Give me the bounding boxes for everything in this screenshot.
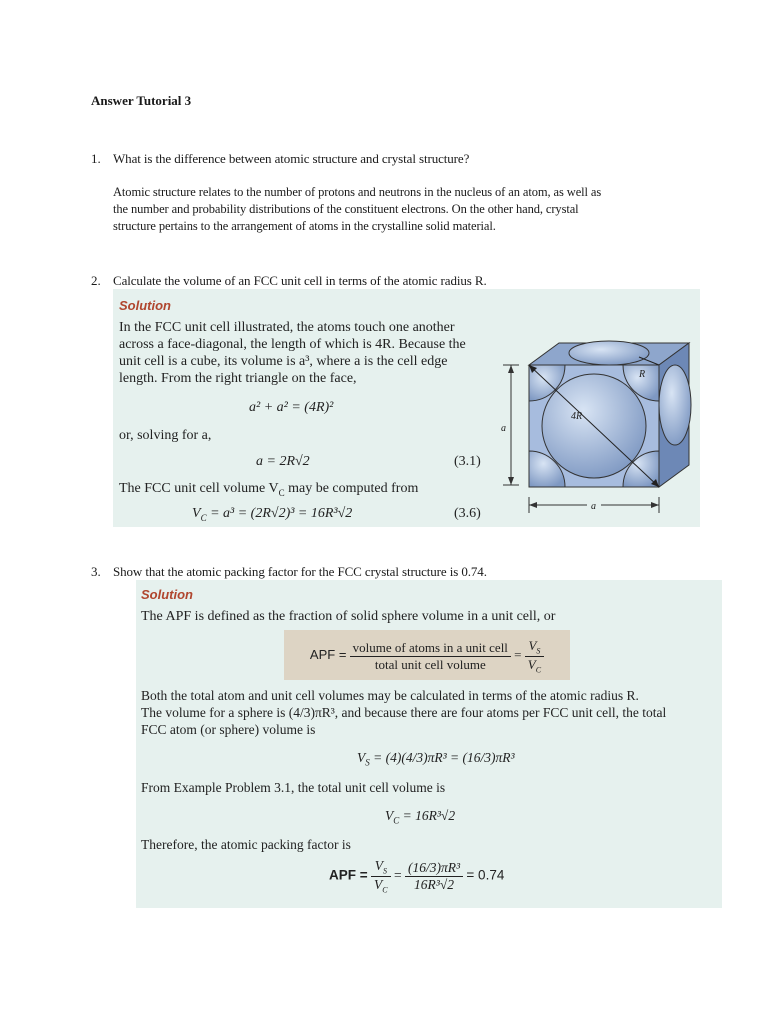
solution-label: Solution (141, 587, 193, 602)
solution-text (119, 319, 499, 387)
question-1-answer (113, 184, 673, 235)
solution-line: In the FCC unit cell illustrated, the atoms touch one another (119, 320, 455, 335)
label-a-vertical: a (501, 423, 506, 434)
therefore-text: Therefore, the atomic packing factor is (141, 837, 351, 852)
solving-text: or, solving for a, (119, 428, 212, 443)
equation-cell-volume-ref: $V_C = 16R^3√2$ (385, 808, 456, 826)
final-vs-over-vc: $\frac{V_S}{V_C}$ (371, 858, 391, 894)
solution-line: across a face-diagonal, the length of which is 4R. Because the (119, 337, 466, 352)
final-apf-equation: APF = $\frac{V_S}{V_C}$ = $\frac{\text{(16/3)πR³}}{\text{16R³√2}}$ = 0.74 (329, 858, 505, 895)
apf-definition-box (284, 630, 570, 680)
equation-number-3-1: (3.1) (454, 454, 481, 469)
question-1-number: 1. (91, 151, 101, 166)
label-4R: 4R (571, 411, 583, 422)
label-a-horizontal: a (591, 501, 596, 512)
answer-line: the number and probability distributions of the constituent electrons. On the other hand, crystal (113, 202, 579, 216)
equation-cell-volume: $V_C = a^3 = (2R√2)^3 = 16R^3√2$ (192, 506, 353, 523)
question-2-text: Calculate the volume of an FCC unit cell in terms of the atomic radius R. (113, 273, 487, 288)
volume-text: The FCC unit cell volume $V_C$ may be computed from (119, 481, 419, 498)
document-title: Answer Tutorial 3 (91, 93, 192, 108)
answer-line: Atomic structure relates to the number of protons and neutrons in the nucleus of an atom, as well as (113, 185, 602, 199)
from-example-text: From Example Problem 3.1, the total unit cell volume is (141, 780, 446, 795)
apf-fraction: $\frac{\text{volume of atoms in a unit cell}}{\text{total unit cell volume}}$ (350, 640, 511, 673)
question-3-number: 3. (91, 564, 101, 579)
question-1-text: What is the difference between atomic structure and crystal structure? (113, 151, 470, 166)
apf-definition-text: The APF is defined as the fraction of solid sphere volume in a unit cell, or (141, 609, 556, 624)
solution-line: unit cell is a cube, its volume is a³, where a is the cell edge (119, 354, 448, 369)
vs-over-vc: $\frac{V_S}{V_C}$ (525, 638, 544, 674)
solution-line: length. From the right triangle on the face, (119, 371, 357, 386)
question-2-number: 2. (91, 273, 101, 288)
fcc-unit-cell-figure (499, 335, 699, 527)
solution-label: Solution (119, 298, 171, 313)
label-R: R (639, 369, 646, 380)
answer-line: structure pertains to the arrangement of atoms in the crystalline solid material. (113, 219, 496, 233)
final-volume-fraction: $\frac{\text{(16/3)πR³}}{\text{16R³√2}}$ (405, 860, 463, 893)
volume-explanation: Both the total atom and unit cell volumes may be calculated in terms of the atomic radius R. The volume for a sphere is (4/3)πR³, and because there are four atoms per FCC unit cell, the total FCC atom (or sphere) volume is (141, 688, 667, 737)
equation-number-3-6: (3.6) (454, 506, 481, 521)
solution-panel-fcc-volume (113, 289, 700, 527)
apf-definition-equation: APF = $\frac{\text{volume of atoms in a unit cell}}{\text{total unit cell volume}}$ = $\frac{V_S}{V_C}$ (284, 638, 570, 674)
equation-pythagoras: a² + a² = (4R)² (249, 400, 334, 415)
equation-edge-length: a = 2R√2 (256, 454, 310, 469)
question-3-text: Show that the atomic packing factor for the FCC crystal structure is 0.74. (113, 564, 487, 579)
equation-sphere-volume: $V_S = (4)(4/3)\pi R^3 = (16/3)\pi R^3$ (357, 750, 515, 768)
